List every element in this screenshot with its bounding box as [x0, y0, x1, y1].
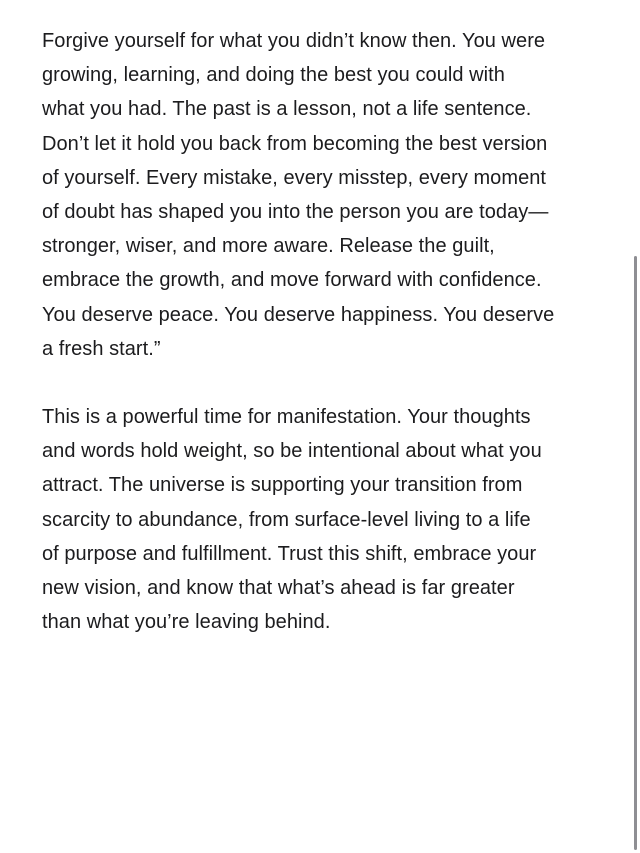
text-line: and words hold weight, so be intentional about what you	[42, 440, 542, 463]
note-paragraph	[42, 24, 602, 366]
text-line: embrace the growth, and move forward with confidence.	[42, 269, 542, 292]
text-line: of doubt has shaped you into the person you are today—	[42, 201, 549, 224]
text-line: new vision, and know that what’s ahead is far greater	[42, 577, 515, 600]
text-line: attract. The universe is supporting your transition from	[42, 474, 523, 497]
text-line: scarcity to abundance, from surface-level living to a life	[42, 508, 531, 531]
text-line: of yourself. Every mistake, every misstep, every moment	[42, 166, 547, 189]
note-paragraph	[42, 400, 602, 639]
text-line: This is a powerful time for manifestation. Your thoughts	[42, 406, 531, 429]
text-line: what you had. The past is a lesson, not a life sentence.	[42, 98, 532, 121]
text-line: of purpose and fulfillment. Trust this shift, embrace your	[42, 542, 537, 565]
text-line: stronger, wiser, and more aware. Release the guilt,	[42, 235, 495, 258]
text-line: You deserve peace. You deserve happiness. You deserve	[42, 303, 555, 326]
text-line: Don’t let it hold you back from becoming the best version	[42, 132, 548, 155]
text-line: growing, learning, and doing the best you could with	[42, 64, 505, 87]
note-body[interactable]	[42, 24, 602, 639]
vertical-scrollbar[interactable]	[630, 0, 640, 853]
text-line: than what you’re leaving behind.	[42, 611, 331, 634]
text-line: Forgive yourself for what you didn’t know then. You were	[42, 30, 546, 52]
text-line: a fresh start.”	[42, 337, 161, 360]
paragraph-spacer	[42, 366, 602, 400]
scrollbar-thumb[interactable]	[634, 256, 637, 850]
